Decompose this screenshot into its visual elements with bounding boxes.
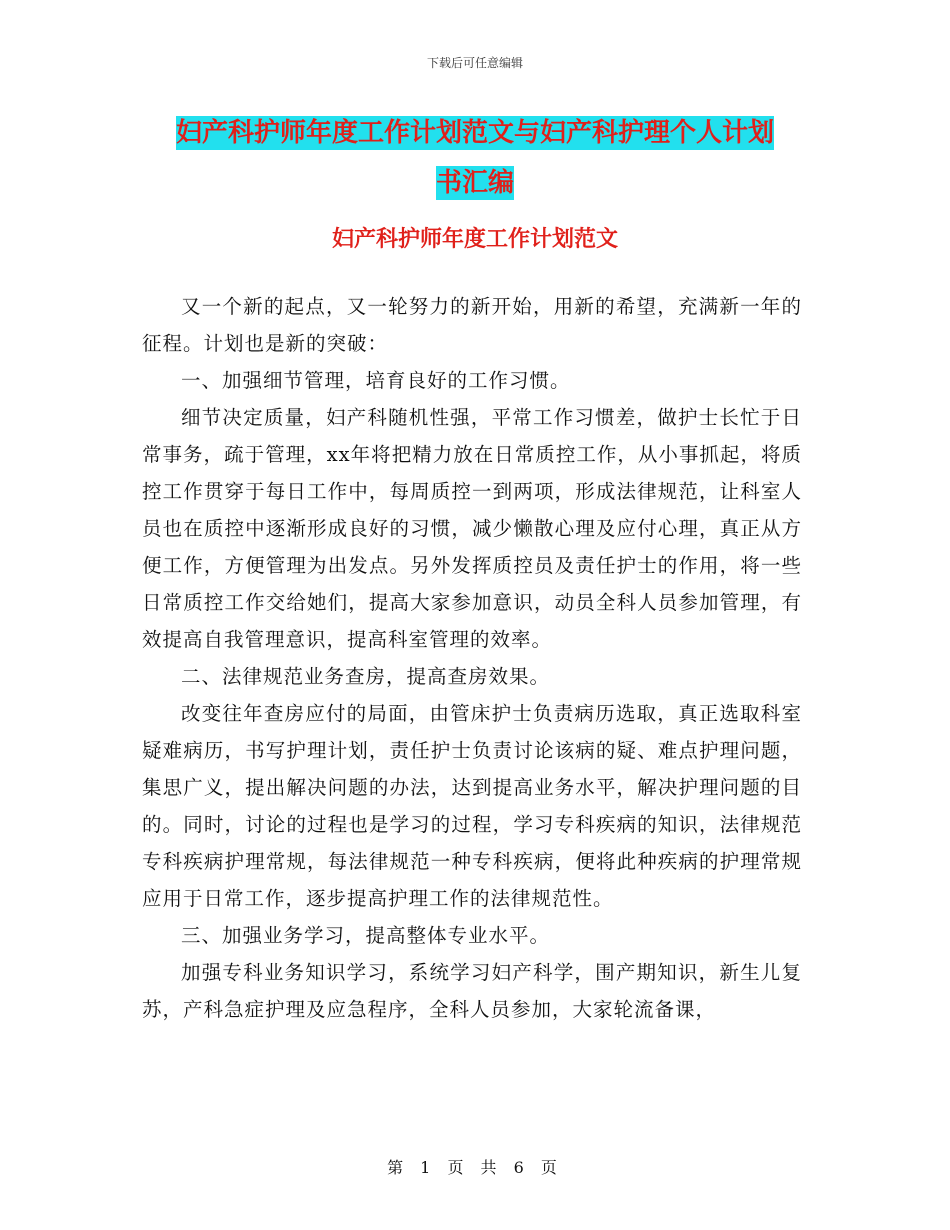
page-footer: 第 1 页 共 6 页 <box>387 1158 563 1177</box>
section-title: 妇产科护师年度工作计划范文 <box>331 227 618 252</box>
paragraph: 改变往年查房应付的局面，由管床护士负责病历选取，真正选取科室疑难病历，书写护理计划，责任护士负责讨论该病的疑、难点护理问题，集思广义，提出解决问题的办法，达到提高业务水平，解决护理问题的目的。同时，讨论的过程也是学习的过程，学习专科疾病的知识，法律规范专科疾病护理常规，每法律规范一种专科疾病，便将此种疾病的护理常规应用于日常工作，逐步提高护理工作的法律规范性。 <box>142 702 802 910</box>
paragraph: 三、加强业务学习，提高整体专业水平。 <box>181 924 551 947</box>
paragraph: 细节决定质量，妇产科随机性强，平常工作习惯差，做护士长忙于日常事务，疏于管理，xx年将把精力放在日常质控工作，从小事抓起，将质控工作贯穿于每日工作中，每周质控一到两项，形成法律规范，让科室人员也在质控中逐渐形成良好的习惯，减少懒散心理及应付心理，真正从方便工作，方便管理为出发点。另外发挥质控员及责任护士的作用，将一些日常质控工作交给她们，提高大家参加意识，动员全科人员参加管理，有效提高自我管理意识，提高科室管理的效率。 <box>142 406 802 651</box>
title-line-2: 书汇编 <box>435 168 514 198</box>
paragraph: 又一个新的起点，又一轮努力的新开始，用新的希望，充满新一年的征程。计划也是新的突破： <box>142 295 802 355</box>
title-line-1: 妇产科护师年度工作计划范文与妇产科护理个人计划 <box>175 118 774 148</box>
document-title <box>140 108 810 208</box>
body-text <box>142 288 802 1028</box>
paragraph: 加强专科业务知识学习，系统学习妇产科学，围产期知识，新生儿复苏，产科急症护理及应急程序，全科人员参加，大家轮流备课， <box>142 961 802 1021</box>
paragraph: 二、法律规范业务查房，提高查房效果。 <box>181 665 551 688</box>
header-note: 下载后可任意编辑 <box>426 56 523 70</box>
paragraph: 一、加强细节管理，培育良好的工作习惯。 <box>181 369 571 392</box>
